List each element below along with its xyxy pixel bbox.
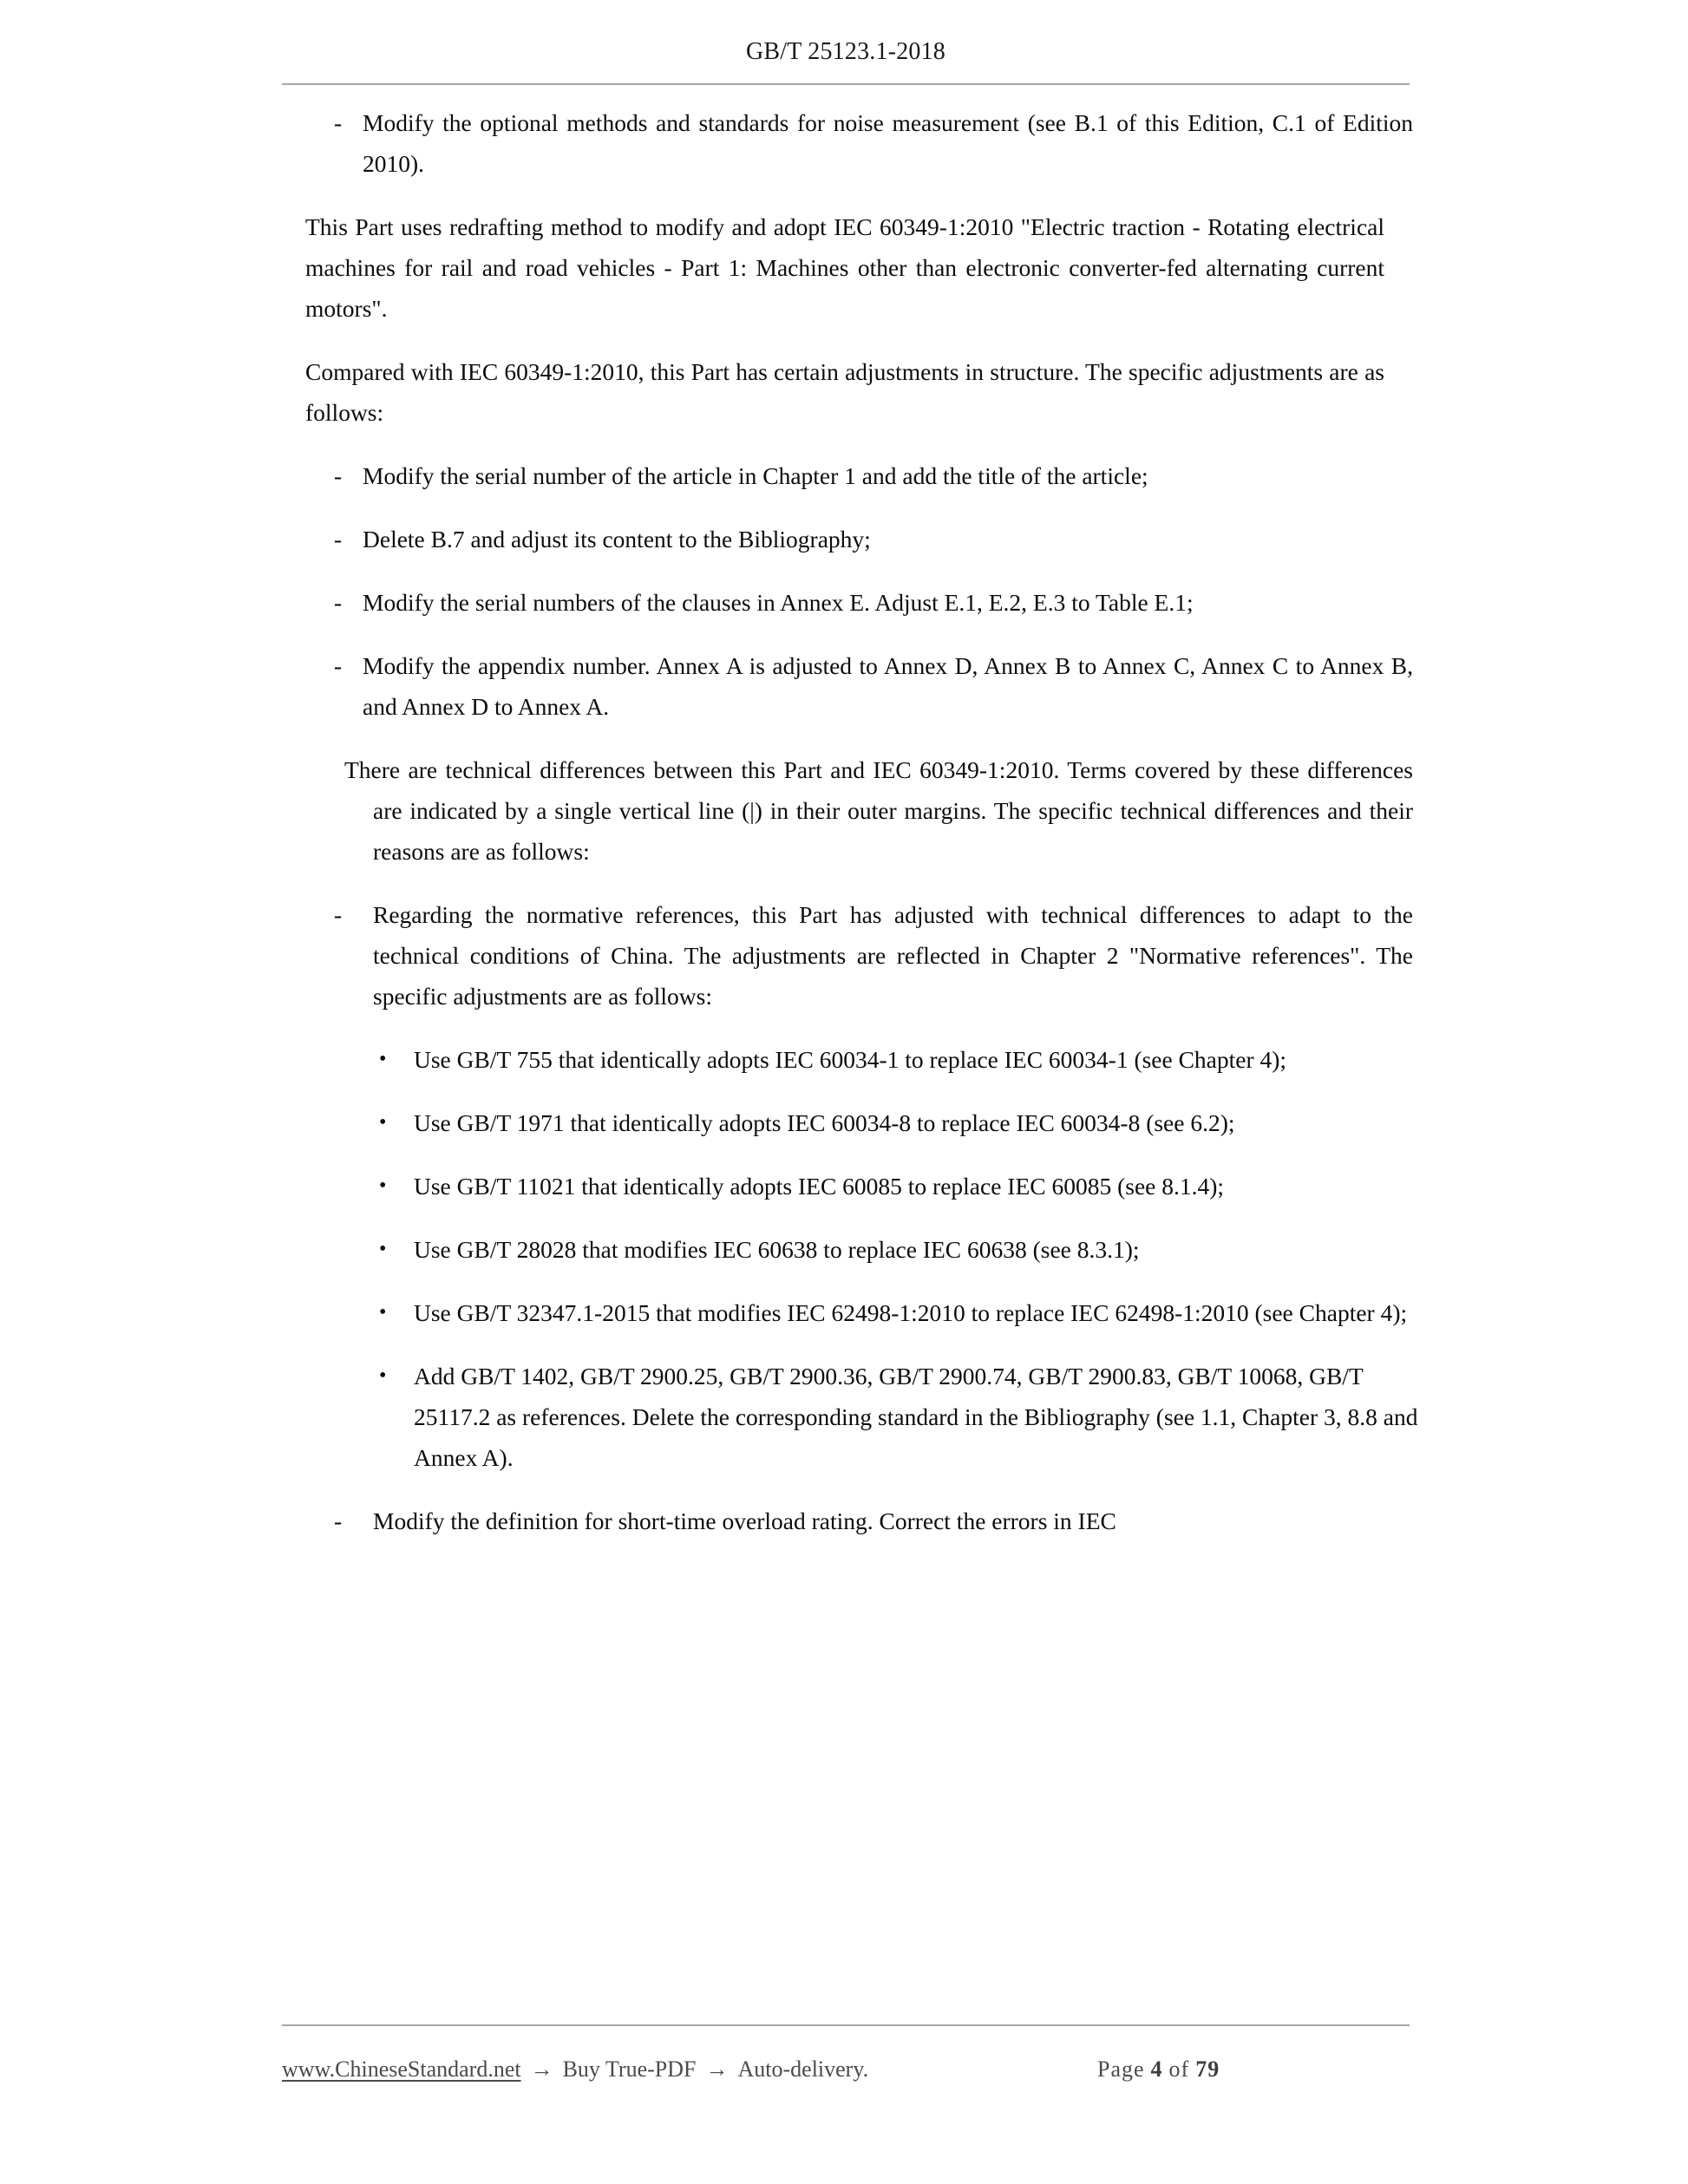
list-item-text: Use GB/T 28028 that modifies IEC 60638 to replace IEC 60638 (see 8.3.1); <box>414 1236 1140 1263</box>
header-divider <box>282 83 1410 85</box>
bullet-marker-icon: • <box>379 1174 387 1197</box>
dash-marker-icon: - <box>334 652 343 679</box>
of-label: of <box>1168 2056 1190 2082</box>
document-body <box>305 102 1418 1541</box>
dash-marker-icon: - <box>334 526 343 553</box>
bullet-marker-icon: • <box>379 1048 387 1070</box>
footer-promo <box>282 2056 868 2083</box>
bullet-list-item <box>379 1292 1419 1333</box>
dash-list-item <box>334 519 1413 559</box>
list-item-text: Use GB/T 1971 that identically adopts IEC 60034-8 to replace IEC 60034-8 (see 6.2); <box>414 1109 1235 1136</box>
total-page-number: 79 <box>1195 2056 1220 2082</box>
dash-list-item <box>334 645 1413 727</box>
footer-divider <box>282 2024 1410 2026</box>
list-item-text: Modify the serial number of the article in Chapter 1 and add the title of the article; <box>363 462 1148 489</box>
bullet-list-item <box>379 1229 1419 1270</box>
list-item-text: Delete B.7 and adjust its content to the Bibliography; <box>363 526 871 553</box>
arrow-right-icon: → <box>530 2056 553 2082</box>
dash-list-item <box>334 102 1413 184</box>
paragraph-text: There are technical differences between this Part and IEC 60349-1:2010. Terms covered by these differences are indicated by a single vertical line (|) in their outer margins. The specific technical differences and their reasons are as follows: <box>344 756 1413 865</box>
dash-list-item <box>334 582 1413 623</box>
list-item-text: Regarding the normative references, this Part has adjusted with technical differences to adapt to the technical conditions of China. The adjustments are reflected in Chapter 2 "Normative references". The specific adjustments are as follows: <box>373 901 1413 1010</box>
paragraph-text: Compared with IEC 60349-1:2010, this Part has certain adjustments in structure. The specific adjustments are as follows: <box>305 358 1384 426</box>
indented-paragraph <box>344 749 1413 872</box>
dash-marker-icon: - <box>334 901 343 928</box>
list-item-text: Use GB/T 755 that identically adopts IEC 60034-1 to replace IEC 60034-1 (see Chapter 4); <box>414 1046 1287 1073</box>
bullet-marker-icon: • <box>379 1111 387 1134</box>
body-paragraph <box>305 206 1384 329</box>
list-item-text: Modify the serial numbers of the clauses in Annex E. Adjust E.1, E.2, E.3 to Table E.1; <box>363 589 1194 616</box>
list-item-text: Modify the optional methods and standards for noise measurement (see B.1 of this Edition, C.1 of Edition 2010). <box>363 109 1413 177</box>
list-item-text: Modify the appendix number. Annex A is adjusted to Annex D, Annex B to Annex C, Annex C to Annex B, and Annex D to Annex A. <box>363 652 1413 720</box>
website-link[interactable]: www.ChineseStandard.net <box>282 2056 521 2082</box>
bullet-marker-icon: • <box>379 1238 387 1260</box>
page-header <box>282 38 1410 66</box>
body-paragraph <box>305 351 1384 433</box>
page-label: Page <box>1097 2056 1145 2082</box>
bullet-marker-icon: • <box>379 1364 387 1387</box>
arrow-right-icon-2: → <box>705 2056 729 2082</box>
bullet-marker-icon: • <box>379 1301 387 1324</box>
page-footer <box>282 2043 1410 2096</box>
dash-list-item <box>334 455 1413 496</box>
dash-marker-icon: - <box>334 462 343 489</box>
dash-list-item <box>334 894 1413 1017</box>
bullet-list-item <box>379 1102 1419 1143</box>
list-item-text: Modify the definition for short-time overload rating. Correct the errors in IEC <box>373 1507 1116 1534</box>
dash-marker-icon: - <box>334 109 343 136</box>
list-item-text: Use GB/T 32347.1-2015 that modifies IEC 62498-1:2010 to replace IEC 62498-1:2010 (see Chapter 4); <box>414 1299 1408 1326</box>
buy-true-pdf-label: Buy True-PDF <box>562 2056 697 2082</box>
dash-list-item <box>334 1501 1413 1541</box>
list-item-text: Add GB/T 1402, GB/T 2900.25, GB/T 2900.36, GB/T 2900.74, GB/T 2900.83, GB/T 10068, GB/T 25117.2 as references. Delete the corresponding standard in the Bibliography (see 1.1, Chapter 3, 8.8 and Annex A). <box>414 1363 1418 1471</box>
bullet-list-item <box>379 1039 1419 1080</box>
dash-marker-icon: - <box>334 1507 343 1534</box>
auto-delivery-label: Auto-delivery. <box>737 2056 869 2082</box>
current-page-number: 4 <box>1150 2056 1163 2082</box>
list-item-text: Use GB/T 11021 that identically adopts IEC 60085 to replace IEC 60085 (see 8.1.4); <box>414 1173 1225 1200</box>
dash-marker-icon: - <box>334 589 343 616</box>
page-indicator <box>1097 2043 1226 2096</box>
bullet-list-item <box>379 1166 1419 1206</box>
standard-number-header: GB/T 25123.1-2018 <box>746 38 945 65</box>
paragraph-text: This Part uses redrafting method to modify and adopt IEC 60349-1:2010 "Electric traction - Rotating electrical machines for rail and road vehicles - Part 1: Machines other than electronic converter-fed alternating current motors". <box>305 213 1384 322</box>
bullet-list-item <box>379 1356 1419 1478</box>
